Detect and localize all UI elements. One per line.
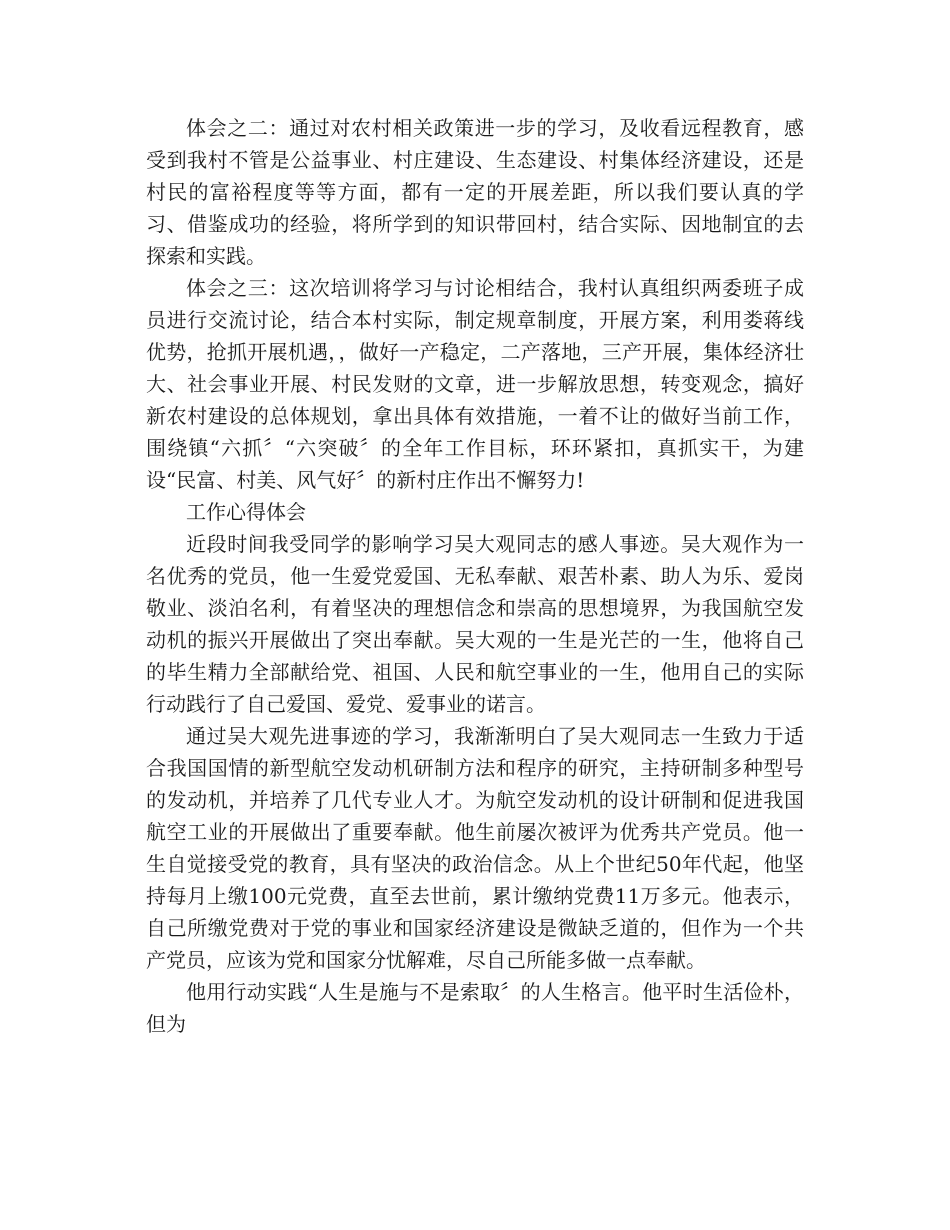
section-title: 工作心得体会	[186, 500, 306, 524]
paragraph-life-motto: 他用行动实践“人生是施与不是索取〞的人生格言。他平时生活俭朴，但为	[146, 980, 804, 1036]
document-body	[146, 112, 804, 1040]
paragraph-wu-daguan-intro: 近段时间我受同学的影响学习吴大观同志的感人事迹。吴大观作为一名优秀的党员，他一生爱党爱国、无私奉献、艰苦朴素、助人为乐、爱岗敬业、淡泊名利，有着坚决的理想信念和崇高的思想境界，为我国航空发动机的振兴开展做出了突出奉献。吴大观的一生是光芒的一生，他将自己的毕生精力全部献给党、祖国、人民和航空事业的一生，他用自己的实际行动践行了自己爱国、爱党、爱事业的诺言。	[146, 532, 804, 716]
paragraph-wu-daguan-study: 通过吴大观先进事迹的学习，我渐渐明白了吴大观同志一生致力于适合我国国情的新型航空发动机研制方法和程序的研究，主持研制多种型号的发动机，并培养了几代专业人才。为航空发动机的设计研制和促进我国航空工业的开展做出了重要奉献。他生前屡次被评为优秀共产党员。他一生自觉接受党的教育，具有坚决的政治信念。从上个世纪50年代起，他坚持每月上缴100元党费，直至去世前，累计缴纳党费11万多元。他表示，自己所缴党费对于党的事业和国家经济建设是微缺乏道的，但作为一个共产党员，应该为党和国家分忧解难，尽自己所能多做一点奉献。	[146, 724, 804, 972]
paragraph-insight-three: 体会之三：这次培训将学习与讨论相结合，我村认真组织两委班子成员进行交流讨论，结合本村实际，制定规章制度，开展方案，利用娄蒋线优势，抢抓开展机遇，，做好一产稳定，二产落地，三产开展，集体经济壮大、社会事业开展、村民发财的文章，进一步解放思想，转变观念，搞好新农村建设的总体规划，拿出具体有效措施，一着不让的做好当前工作，围绕镇“六抓〞“六突破〞的全年工作目标，环环紧扣，真抓实干，为建设“民富、村美、风气好〞的新村庄作出不懈努力!	[146, 276, 804, 492]
paragraph-insight-two: 体会之二：通过对农村相关政策进一步的学习，及收看远程教育，感受到我村不管是公益事业、村庄建设、生态建设、村集体经济建设，还是村民的富裕程度等等方面，都有一定的开展差距，所以我们要认真的学习、借鉴成功的经验，将所学到的知识带回村，结合实际、因地制宜的去探索和实践。	[146, 116, 804, 268]
